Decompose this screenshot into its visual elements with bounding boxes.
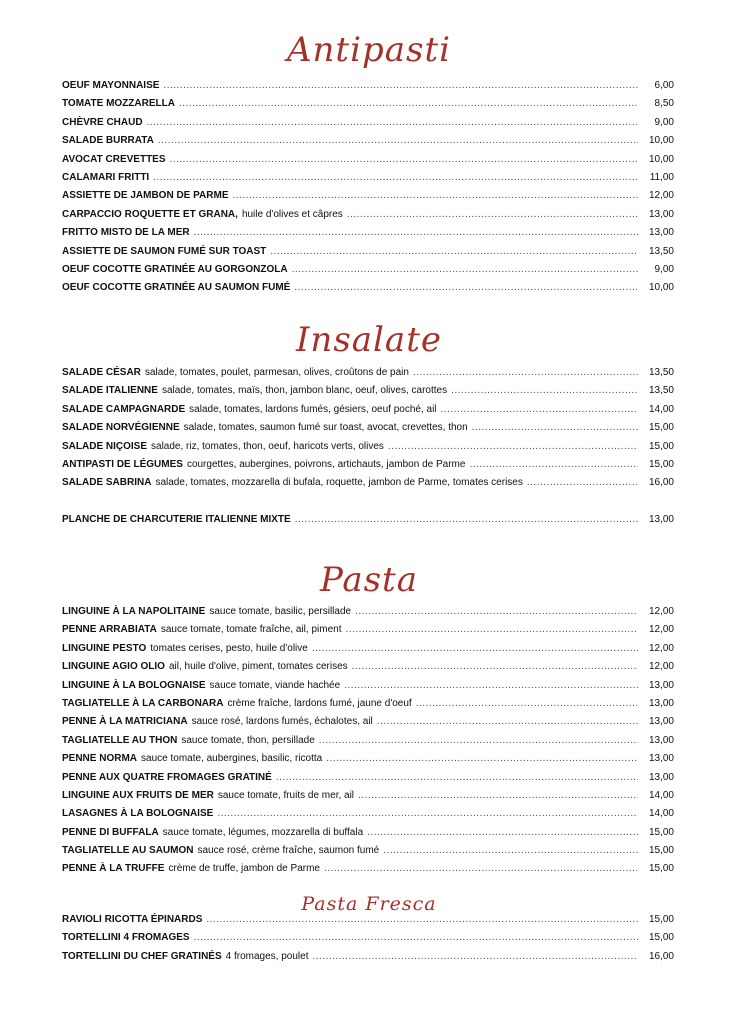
menu-item-price: 13,00 xyxy=(648,753,674,765)
dot-leader xyxy=(312,951,638,962)
insalate-list xyxy=(62,367,674,496)
menu-item xyxy=(62,514,674,532)
dot-leader xyxy=(319,735,638,746)
menu-item-description: ail, huile d'olive, piment, tomates cerises xyxy=(168,661,348,673)
dot-leader xyxy=(147,117,638,128)
menu-item-name: LINGUINE À LA BOLOGNAISE xyxy=(62,679,206,691)
menu-item-price: 13,00 xyxy=(648,514,674,525)
menu-item xyxy=(62,227,674,245)
menu-item xyxy=(62,951,674,969)
menu-item xyxy=(62,117,674,135)
menu-item-price: 9,00 xyxy=(654,263,674,275)
dot-leader xyxy=(527,477,638,488)
menu-item xyxy=(62,845,674,863)
menu-item-description: salade, tomates, mozzarella di bufala, roquette, jambon de Parme, tomates cerises xyxy=(155,477,523,489)
dot-leader xyxy=(163,80,638,91)
menu-item-price: 6,00 xyxy=(654,80,674,91)
dot-leader xyxy=(367,827,638,838)
menu-item-price: 12,00 xyxy=(648,661,674,673)
menu-item xyxy=(62,863,674,881)
dot-leader xyxy=(312,643,638,654)
dot-leader xyxy=(344,680,638,691)
menu-item-price: 13,50 xyxy=(648,367,674,378)
menu-item xyxy=(62,914,674,932)
menu-item-name: ANTIPASTI DE LÉGUMES xyxy=(62,458,183,470)
menu-item-price: 13,50 xyxy=(648,385,674,397)
menu-item-price: 13,00 xyxy=(648,716,674,728)
menu-item-price: 16,00 xyxy=(648,950,674,962)
menu-item xyxy=(62,385,674,403)
menu-item-name: LASAGNES À LA BOLOGNAISE xyxy=(62,808,214,820)
menu-item-price: 16,00 xyxy=(648,477,674,489)
menu-item-description: salade, riz, tomates, thon, oeuf, haricots verts, olives xyxy=(151,440,384,452)
menu-item-name: SALADE SABRINA xyxy=(62,477,152,489)
menu-item-price: 12,00 xyxy=(648,606,674,617)
dot-leader xyxy=(292,264,638,275)
menu-item-description: sauce tomate, fruits de mer, ail xyxy=(217,789,355,801)
menu-item-price: 15,00 xyxy=(648,458,674,470)
dot-leader xyxy=(388,441,638,452)
menu-item-price: 10,00 xyxy=(648,282,674,294)
menu-item-description: salade, tomates, saumon fumé sur toast, avocat, crevettes, thon xyxy=(183,422,468,434)
menu-item-description: sauce tomate, tomate fraîche, ail, piment xyxy=(160,624,342,636)
menu-item-name: SALADE BURRATA xyxy=(62,135,154,147)
menu-item-description: 4 fromages, poulet xyxy=(225,950,309,962)
menu-item-price: 13,00 xyxy=(648,679,674,691)
dot-leader xyxy=(153,172,638,183)
menu-item-name: SALADE CÉSAR xyxy=(62,367,141,378)
menu-item-name: LINGUINE À LA NAPOLITAINE xyxy=(62,606,206,617)
menu-item-name: PENNE ARRABIATA xyxy=(62,624,157,636)
dot-leader xyxy=(179,98,638,109)
menu-item-price: 15,00 xyxy=(648,863,674,875)
menu-item-name: TAGLIATELLE AU THON xyxy=(62,734,178,746)
menu-item-price: 13,00 xyxy=(648,734,674,746)
menu-item xyxy=(62,404,674,422)
menu-item-price: 15,00 xyxy=(648,826,674,838)
menu-item-name: PENNE À LA TRUFFE xyxy=(62,863,165,875)
menu-item-description: crème fraîche, lardons fumé, jaune d'oeuf xyxy=(227,697,412,709)
menu-item-price: 13,00 xyxy=(648,227,674,239)
menu-item-price: 13,00 xyxy=(648,208,674,220)
dot-leader xyxy=(270,246,638,257)
menu-item-price: 13,50 xyxy=(648,245,674,257)
section-title-insalate: Insalate xyxy=(296,320,442,360)
menu-item xyxy=(62,422,674,440)
menu-item xyxy=(62,753,674,771)
dot-leader xyxy=(472,422,638,433)
menu-item xyxy=(62,246,674,264)
menu-item-price: 12,00 xyxy=(648,624,674,636)
menu-item-name: PENNE NORMA xyxy=(62,753,138,765)
menu-item-name: LINGUINE PESTO xyxy=(62,642,147,654)
menu-item-name: TAGLIATELLE AU SAUMON xyxy=(62,845,194,857)
menu-item xyxy=(62,735,674,753)
menu-item-price: 14,00 xyxy=(648,403,674,415)
dot-leader xyxy=(170,154,638,165)
menu-item xyxy=(62,154,674,172)
menu-item-price: 12,00 xyxy=(648,190,674,202)
menu-item-description: salade, tomates, maïs, thon, jambon blanc, oeuf, olives, carottes xyxy=(161,385,448,397)
dot-leader xyxy=(326,753,638,764)
dot-leader xyxy=(441,404,638,415)
menu-item xyxy=(62,264,674,282)
menu-item-price: 15,00 xyxy=(648,440,674,452)
menu-item-name: OEUF COCOTTE GRATINÉE AU SAUMON FUMÉ xyxy=(62,282,291,294)
menu-item xyxy=(62,932,674,950)
menu-item-description: salade, tomates, lardons fumés, gésiers, oeuf poché, ail xyxy=(189,403,437,415)
pasta-list xyxy=(62,606,674,882)
section-title-pasta-fresca: Pasta Fresca xyxy=(301,893,437,915)
menu-item-name: PLANCHE DE CHARCUTERIE ITALIENNE MIXTE xyxy=(62,514,291,525)
menu-item-name: PENNE DI BUFFALA xyxy=(62,826,159,838)
dot-leader xyxy=(358,790,638,801)
dot-leader xyxy=(217,808,638,819)
menu-item xyxy=(62,190,674,208)
menu-item-price: 11,00 xyxy=(649,171,674,183)
dot-leader xyxy=(194,227,638,238)
menu-item-description: tomates cerises, pesto, huile d'olive xyxy=(150,642,308,654)
menu-item-description: sauce tomate, viande hachée xyxy=(209,679,341,691)
menu-item xyxy=(62,282,674,300)
menu-item xyxy=(62,135,674,153)
menu-item-name: PENNE À LA MATRICIANA xyxy=(62,716,188,728)
menu-item-name: LINGUINE AUX FRUITS DE MER xyxy=(62,789,214,801)
menu-item xyxy=(62,172,674,190)
menu-item xyxy=(62,808,674,826)
dot-leader xyxy=(194,932,638,943)
dot-leader xyxy=(276,772,638,783)
menu-item-name: TOMATE MOZZARELLA xyxy=(62,98,175,110)
dot-leader xyxy=(206,914,638,925)
menu-item-price: 15,00 xyxy=(648,422,674,434)
pasta-fresca-list xyxy=(62,914,674,969)
menu-item-price: 14,00 xyxy=(648,789,674,801)
menu-item-price: 14,00 xyxy=(648,808,674,820)
menu-item-description: sauce tomate, basilic, persillade xyxy=(209,606,352,617)
menu-item-description: sauce tomate, thon, persillade xyxy=(181,734,315,746)
dot-leader xyxy=(295,514,638,525)
menu-item-price: 15,00 xyxy=(648,932,674,944)
menu-item-name: CARPACCIO ROQUETTE ET GRANA, xyxy=(62,208,238,220)
menu-item-price: 13,00 xyxy=(648,697,674,709)
menu-item xyxy=(62,367,674,385)
menu-item-description: huile d'olives et câpres xyxy=(241,208,343,220)
menu-item xyxy=(62,441,674,459)
menu-item-name: OEUF MAYONNAISE xyxy=(62,80,160,91)
dot-leader xyxy=(413,367,638,378)
menu-item-description: salade, tomates, poulet, parmesan, olives, croûtons de pain xyxy=(144,367,409,378)
menu-item xyxy=(62,698,674,716)
menu-item-name: CALAMARI FRITTI xyxy=(62,171,150,183)
menu-item-name: RAVIOLI RICOTTA ÉPINARDS xyxy=(62,914,203,925)
menu-item xyxy=(62,827,674,845)
dot-leader xyxy=(416,698,638,709)
antipasti-list xyxy=(62,80,674,301)
dot-leader xyxy=(324,863,638,874)
menu-item-name: PENNE AUX QUATRE FROMAGES GRATINÉ xyxy=(62,771,272,783)
dot-leader xyxy=(233,190,639,201)
menu-item-description: sauce rosé, lardons fumés, échalotes, ail xyxy=(191,716,373,728)
menu-item-name: FRITTO MISTO DE LA MER xyxy=(62,227,190,239)
menu-item xyxy=(62,606,674,624)
menu-item xyxy=(62,661,674,679)
menu-item-name: SALADE NORVÉGIENNE xyxy=(62,422,180,434)
menu-item-description: sauce rosé, crème fraîche, saumon fumé xyxy=(197,845,380,857)
section-title-antipasti: Antipasti xyxy=(286,30,451,70)
menu-item xyxy=(62,624,674,642)
menu-item-price: 10,00 xyxy=(648,135,674,147)
menu-item-price: 10,00 xyxy=(648,153,674,165)
menu-item-price: 13,00 xyxy=(648,771,674,783)
menu-item xyxy=(62,680,674,698)
menu-item xyxy=(62,98,674,116)
menu-item-price: 9,00 xyxy=(654,116,674,128)
menu-item-name: CHÈVRE CHAUD xyxy=(62,116,143,128)
menu-item-name: ASSIETTE DE JAMBON DE PARME xyxy=(62,190,229,202)
dot-leader xyxy=(345,624,638,635)
menu-item xyxy=(62,209,674,227)
dot-leader xyxy=(451,385,638,396)
menu-item xyxy=(62,643,674,661)
planche-list xyxy=(62,514,674,532)
dot-leader xyxy=(158,135,638,146)
menu-item-name: SALADE CAMPAGNARDE xyxy=(62,403,186,415)
menu-item xyxy=(62,790,674,808)
dot-leader xyxy=(469,459,638,470)
menu-item-name: AVOCAT CREVETTES xyxy=(62,153,166,165)
menu-item-name: LINGUINE AGIO OLIO xyxy=(62,661,165,673)
dot-leader xyxy=(347,209,638,220)
menu-item xyxy=(62,772,674,790)
menu-item-description: sauce tomate, aubergines, basilic, ricotta xyxy=(141,753,323,765)
dot-leader xyxy=(294,282,638,293)
menu-item-price: 15,00 xyxy=(648,845,674,857)
menu-item xyxy=(62,477,674,495)
menu-item xyxy=(62,80,674,98)
menu-item-name: TORTELLINI 4 FROMAGES xyxy=(62,932,190,944)
menu-item xyxy=(62,459,674,477)
menu-item-description: crème de truffe, jambon de Parme xyxy=(168,863,320,875)
menu-item-name: SALADE ITALIENNE xyxy=(62,385,158,397)
dot-leader xyxy=(355,606,638,617)
section-title-pasta: Pasta xyxy=(319,560,418,600)
menu-item-name: TAGLIATELLE À LA CARBONARA xyxy=(62,697,224,709)
menu-item-name: TORTELLINI DU CHEF GRATINÉS xyxy=(62,950,222,962)
menu-item-name: SALADE NIÇOISE xyxy=(62,440,148,452)
menu-item-price: 12,00 xyxy=(648,642,674,654)
menu-item-price: 15,00 xyxy=(648,914,674,925)
dot-leader xyxy=(383,845,638,856)
menu-item-name: ASSIETTE DE SAUMON FUMÉ SUR TOAST xyxy=(62,245,267,257)
dot-leader xyxy=(352,661,638,672)
menu-item-name: OEUF COCOTTE GRATINÉE AU GORGONZOLA xyxy=(62,263,288,275)
menu-item-description: sauce tomate, légumes, mozzarella di buffala xyxy=(162,826,364,838)
menu-item-description: courgettes, aubergines, poivrons, artichauts, jambon de Parme xyxy=(186,458,466,470)
menu-item xyxy=(62,716,674,734)
dot-leader xyxy=(377,716,638,727)
menu-item-price: 8,50 xyxy=(654,98,674,110)
